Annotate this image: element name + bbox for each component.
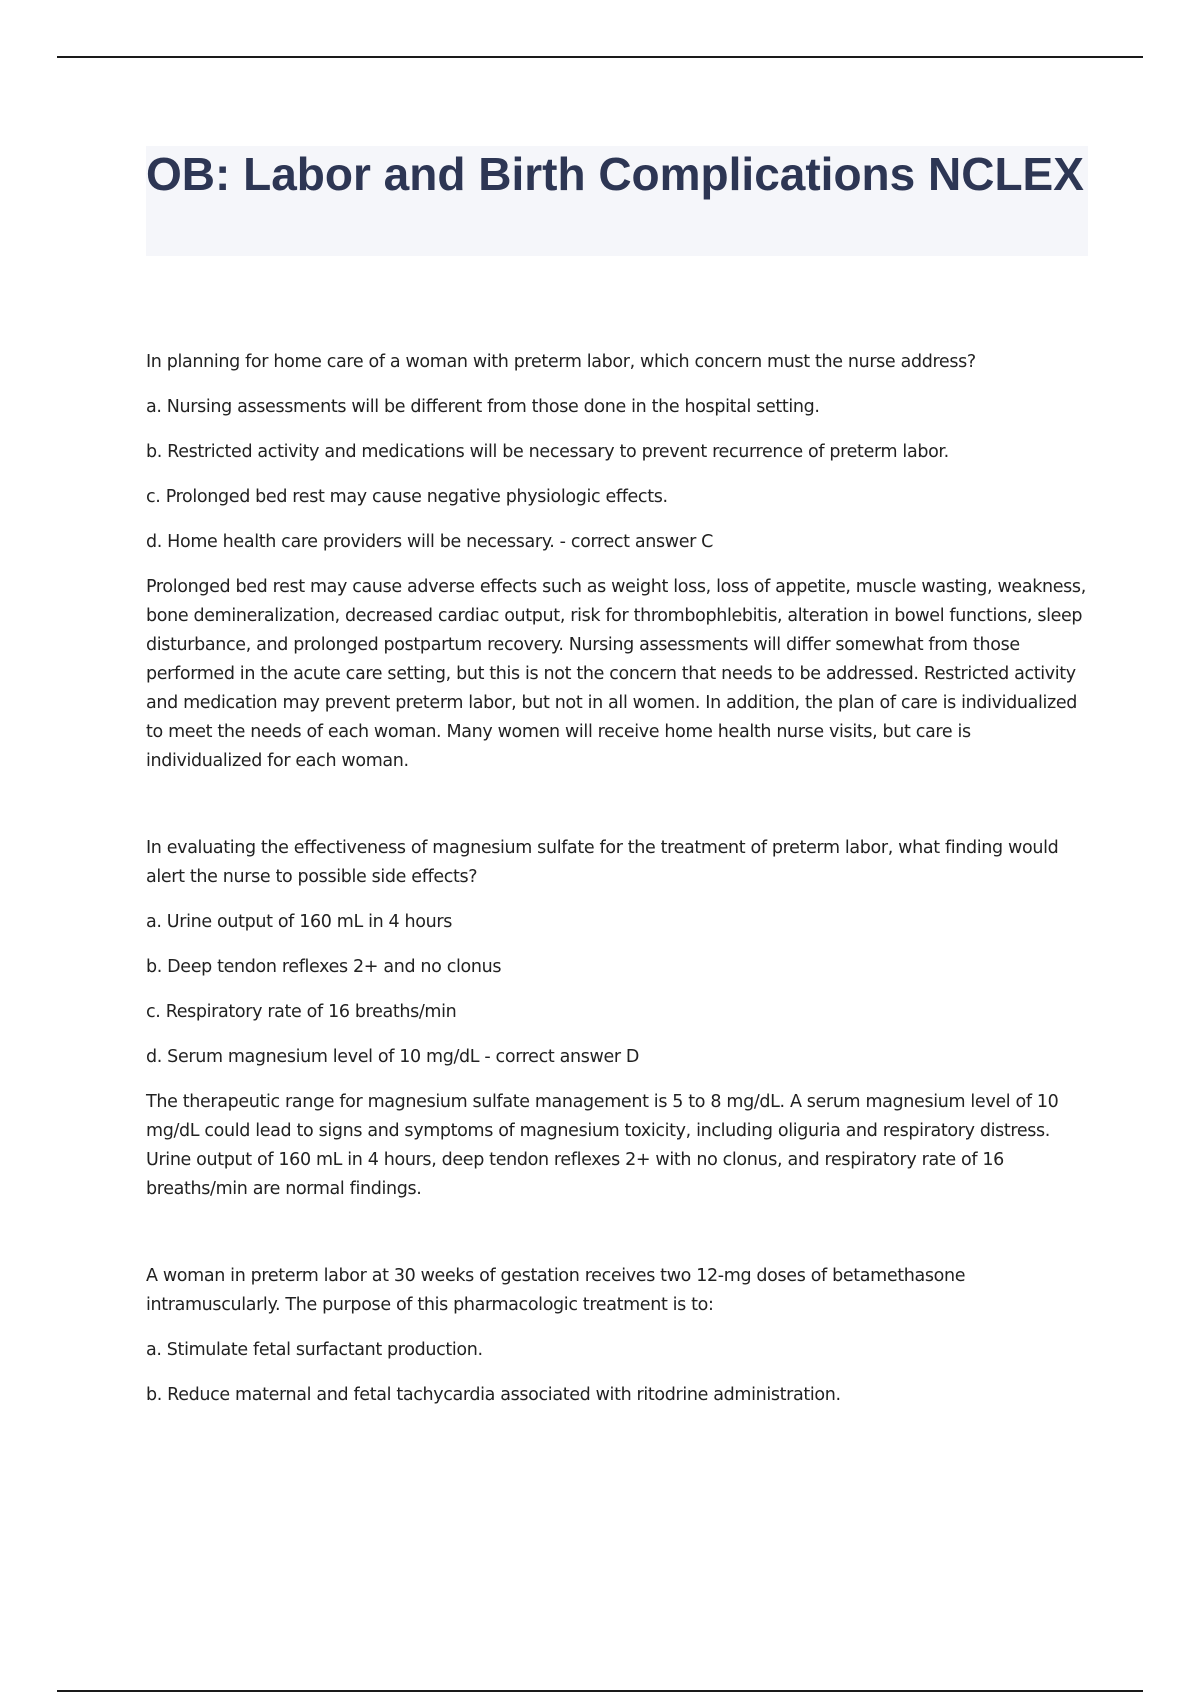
document-body (146, 348, 1091, 1426)
question-stem: A woman in preterm labor at 30 weeks of gestation receives two 12-mg doses of betamethasone intramuscularly. The purpose of this pharmacologic treatment is to: (146, 1266, 966, 1315)
answer-option-c: c. Prolonged bed rest may cause negative physiologic effects. (146, 487, 668, 507)
title-banner (146, 146, 1088, 256)
question-stem: In evaluating the effectiveness of magnesium sulfate for the treatment of preterm labor, what finding would alert the nurse to possible side effects? (146, 838, 1059, 887)
answer-option-d: d. Home health care providers will be necessary. - correct answer C (146, 532, 714, 552)
question-block-2 (146, 834, 1091, 1204)
answer-option-b: b. Restricted activity and medications will be necessary to prevent recurrence of preterm labor. (146, 442, 949, 462)
header-rule (57, 56, 1143, 58)
question-stem: In planning for home care of a woman with preterm labor, which concern must the nurse address? (146, 352, 976, 372)
answer-option-c: c. Respiratory rate of 16 breaths/min (146, 1002, 457, 1022)
answer-option-a: a. Stimulate fetal surfactant production. (146, 1340, 483, 1360)
answer-option-a: a. Nursing assessments will be different from those done in the hospital setting. (146, 397, 820, 417)
question-block-3 (146, 1262, 1091, 1410)
answer-option-b: b. Deep tendon reflexes 2+ and no clonus (146, 957, 502, 977)
answer-option-d: d. Serum magnesium level of 10 mg/dL - correct answer D (146, 1047, 640, 1067)
answer-option-b: b. Reduce maternal and fetal tachycardia associated with ritodrine administration. (146, 1385, 841, 1405)
footer-rule (57, 1690, 1143, 1692)
answer-rationale: Prolonged bed rest may cause adverse effects such as weight loss, loss of appetite, muscle wasting, weakness, bone demineralization, decreased cardiac output, risk for thrombophlebitis, alteration in bowel functions, sleep disturbance, and prolonged postpartum recovery. Nursing assessments will differ somewhat from those performed in the acute care setting, but this is not the concern that needs to be addressed. Restricted activity and medication may prevent preterm labor, but not in all women. In addition, the plan of care is individualized to meet the needs of each woman. Many women will receive home health nurse visits, but care is individualized for each woman. (146, 577, 1086, 771)
answer-rationale: The therapeutic range for magnesium sulfate management is 5 to 8 mg/dL. A serum magnesium level of 10 mg/dL could lead to signs and symptoms of magnesium toxicity, including oliguria and respiratory distress. Urine output of 160 mL in 4 hours, deep tendon reflexes 2+ with no clonus, and respiratory rate of 16 breaths/min are normal findings. (146, 1092, 1059, 1199)
document-title: OB: Labor and Birth Complications NCLEX (146, 148, 1084, 200)
question-block-1 (146, 348, 1091, 776)
answer-option-a: a. Urine output of 160 mL in 4 hours (146, 912, 452, 932)
